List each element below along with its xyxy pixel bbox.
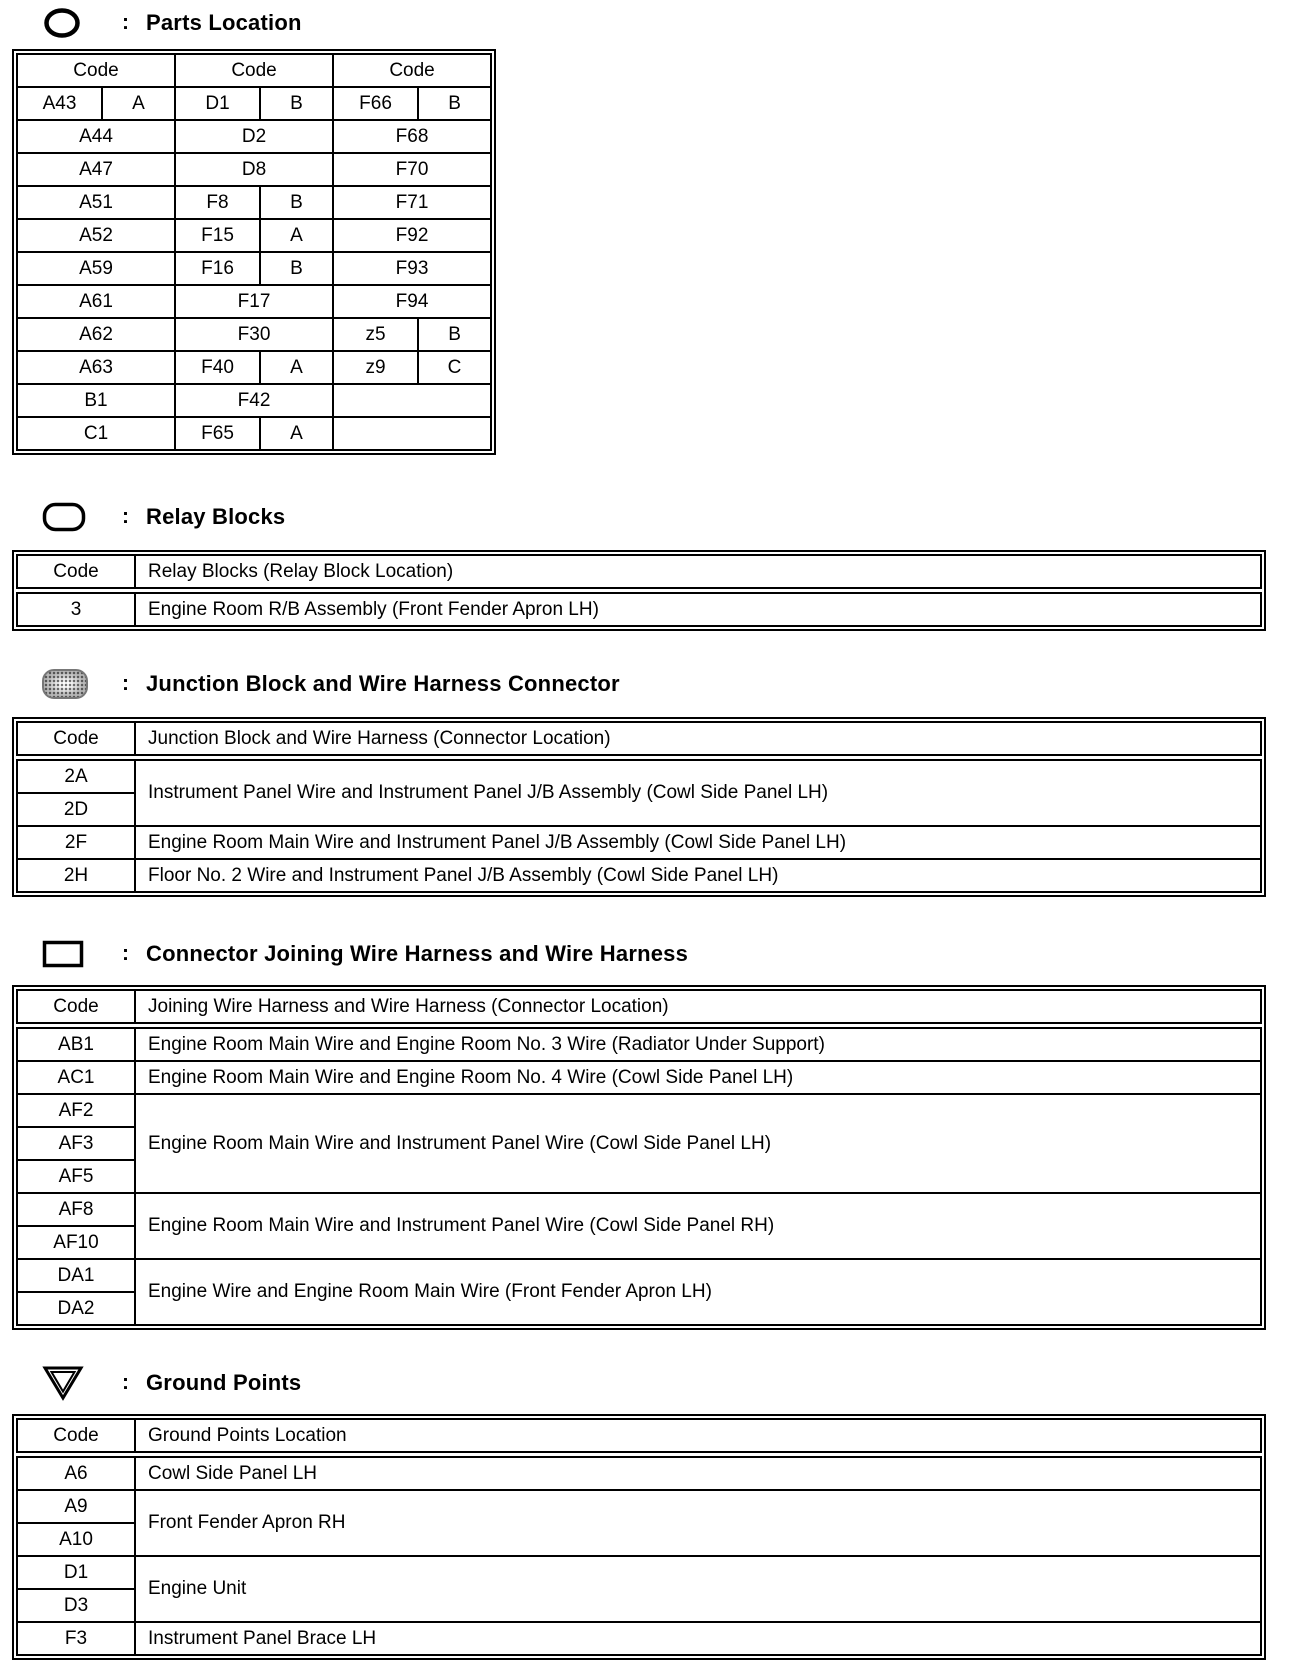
table-row (17, 1622, 1261, 1655)
column-header-location: Relay Blocks (Relay Block Location) (135, 555, 1261, 591)
column-header-code: Code (175, 54, 333, 87)
code-cell: F40 (175, 351, 260, 384)
section-title-relay-blocks: Relay Blocks (146, 504, 286, 529)
letter-cell: B (260, 87, 333, 120)
junction-block-table (12, 717, 1266, 897)
table-header-row (17, 1419, 1261, 1455)
code-cell: F15 (175, 219, 260, 252)
code-cell: C1 (17, 417, 175, 450)
colon: : (122, 1371, 129, 1394)
code-cell: z5 (333, 318, 418, 351)
parts-location-table (12, 49, 496, 455)
table-row (17, 219, 491, 252)
code-cell: D8 (175, 153, 333, 186)
code-cell: 3 (17, 591, 135, 627)
relay-blocks-table (12, 550, 1266, 631)
code-cell: A52 (17, 219, 175, 252)
table-row (17, 417, 491, 450)
description-cell: Engine Wire and Engine Room Main Wire (Front Fender Apron LH) (135, 1259, 1261, 1325)
code-cell: F17 (175, 285, 333, 318)
letter-cell: A (260, 417, 333, 450)
code-cell: F8 (175, 186, 260, 219)
code-cell: F92 (333, 219, 491, 252)
table-row (17, 1490, 1261, 1523)
description-cell: Instrument Panel Wire and Instrument Panel J/B Assembly (Cowl Side Panel LH) (135, 758, 1261, 827)
code-cell: D1 (17, 1556, 135, 1589)
letter-cell: B (418, 87, 491, 120)
section-title-connector-joining: Connector Joining Wire Harness and Wire Harness (146, 941, 689, 966)
letter-cell: B (418, 318, 491, 351)
code-cell: 2F (17, 826, 135, 859)
table-row (17, 87, 491, 120)
description-cell: Cowl Side Panel LH (135, 1455, 1261, 1491)
rectangle-icon (42, 940, 84, 968)
section-title-ground-points: Ground Points (146, 1370, 302, 1395)
empty-cell (333, 417, 491, 450)
code-cell: AC1 (17, 1061, 135, 1094)
code-cell: AF3 (17, 1127, 135, 1160)
table-row (17, 384, 491, 417)
colon: : (122, 942, 129, 965)
table-row (17, 186, 491, 219)
table-row (17, 591, 1261, 627)
code-cell: AB1 (17, 1026, 135, 1062)
code-cell: A47 (17, 153, 175, 186)
code-cell: B1 (17, 384, 175, 417)
code-cell: 2A (17, 758, 135, 794)
letter-cell: A (102, 87, 175, 120)
table-row (17, 1094, 1261, 1127)
code-cell: F66 (333, 87, 418, 120)
section-header-connector-joining (42, 937, 1300, 971)
letter-cell: A (260, 351, 333, 384)
icon-slot (42, 940, 122, 968)
section-title-parts-location: Parts Location (146, 10, 302, 35)
connector-joining-table (12, 985, 1266, 1330)
letter-cell: C (418, 351, 491, 384)
code-cell: F65 (175, 417, 260, 450)
table-row (17, 318, 491, 351)
code-cell: D1 (175, 87, 260, 120)
column-header-code: Code (333, 54, 491, 87)
description-cell: Engine Unit (135, 1556, 1261, 1622)
shaded-rounded-rect-icon (42, 669, 88, 699)
description-cell: Engine Room Main Wire and Instrument Panel J/B Assembly (Cowl Side Panel LH) (135, 826, 1261, 859)
table-row (17, 1061, 1261, 1094)
code-cell: F93 (333, 252, 491, 285)
code-cell: F68 (333, 120, 491, 153)
colon: : (122, 672, 129, 695)
table-row (17, 351, 491, 384)
description-cell: Engine Room Main Wire and Engine Room No. 3 Wire (Radiator Under Support) (135, 1026, 1261, 1062)
code-cell: AF2 (17, 1094, 135, 1127)
colon: : (122, 11, 129, 34)
section-header-relay-blocks (42, 500, 1300, 534)
table-header-row (17, 990, 1261, 1026)
code-cell: A6 (17, 1455, 135, 1491)
letter-cell: A (260, 219, 333, 252)
code-cell: F3 (17, 1622, 135, 1655)
description-cell: Engine Room Main Wire and Engine Room No. 4 Wire (Cowl Side Panel LH) (135, 1061, 1261, 1094)
code-cell: A63 (17, 351, 175, 384)
column-header-code: Code (17, 722, 135, 758)
column-header-location: Joining Wire Harness and Wire Harness (Connector Location) (135, 990, 1261, 1026)
table-header-row (17, 722, 1261, 758)
code-cell: F30 (175, 318, 333, 351)
column-header-code: Code (17, 1419, 135, 1455)
table-row (17, 120, 491, 153)
code-cell: 2D (17, 793, 135, 826)
column-header-code: Code (17, 990, 135, 1026)
letter-cell: B (260, 252, 333, 285)
description-cell: Front Fender Apron RH (135, 1490, 1261, 1556)
column-header-code: Code (17, 54, 175, 87)
ground-triangle-icon (42, 1365, 84, 1401)
section-header-ground-points (42, 1366, 1300, 1400)
table-row (17, 1193, 1261, 1226)
description-cell: Engine Room Main Wire and Instrument Panel Wire (Cowl Side Panel RH) (135, 1193, 1261, 1259)
code-cell: AF10 (17, 1226, 135, 1259)
colon: : (122, 505, 129, 528)
table-row (17, 826, 1261, 859)
code-cell: A9 (17, 1490, 135, 1523)
table-header-row (17, 555, 1261, 591)
code-cell: AF8 (17, 1193, 135, 1226)
table-row (17, 252, 491, 285)
table-row (17, 1455, 1261, 1491)
code-cell: A10 (17, 1523, 135, 1556)
code-cell: F71 (333, 186, 491, 219)
code-cell: A59 (17, 252, 175, 285)
circle-icon (42, 7, 82, 39)
description-cell: Engine Room Main Wire and Instrument Panel Wire (Cowl Side Panel LH) (135, 1094, 1261, 1193)
table-row (17, 1026, 1261, 1062)
icon-slot (42, 502, 122, 532)
section-title-junction-block: Junction Block and Wire Harness Connector (146, 671, 620, 696)
table-header-row (17, 54, 491, 87)
code-cell: A62 (17, 318, 175, 351)
code-cell: F42 (175, 384, 333, 417)
letter-cell: B (260, 186, 333, 219)
table-row (17, 1259, 1261, 1292)
code-cell: DA1 (17, 1259, 135, 1292)
table-row (17, 859, 1261, 892)
empty-cell (333, 384, 491, 417)
code-cell: z9 (333, 351, 418, 384)
table-row (17, 1556, 1261, 1589)
icon-slot (42, 1365, 122, 1401)
code-cell: 2H (17, 859, 135, 892)
icon-slot (42, 7, 122, 39)
code-cell: A61 (17, 285, 175, 318)
section-header-junction-block (42, 667, 1300, 701)
column-header-location: Junction Block and Wire Harness (Connector Location) (135, 722, 1261, 758)
code-cell: A43 (17, 87, 102, 120)
description-cell: Floor No. 2 Wire and Instrument Panel J/B Assembly (Cowl Side Panel LH) (135, 859, 1261, 892)
code-cell: A44 (17, 120, 175, 153)
table-row (17, 285, 491, 318)
column-header-location: Ground Points Location (135, 1419, 1261, 1455)
column-header-code: Code (17, 555, 135, 591)
description-cell: Instrument Panel Brace LH (135, 1622, 1261, 1655)
code-cell: F94 (333, 285, 491, 318)
code-cell: A51 (17, 186, 175, 219)
table-row (17, 758, 1261, 794)
stadium-icon (42, 502, 86, 532)
code-cell: D2 (175, 120, 333, 153)
code-cell: F70 (333, 153, 491, 186)
icon-slot (42, 669, 122, 699)
section-header-parts-location (42, 6, 1300, 40)
table-row (17, 153, 491, 186)
code-cell: AF5 (17, 1160, 135, 1193)
description-cell: Engine Room R/B Assembly (Front Fender Apron LH) (135, 591, 1261, 627)
ground-points-table (12, 1414, 1266, 1660)
code-cell: DA2 (17, 1292, 135, 1325)
code-cell: F16 (175, 252, 260, 285)
code-cell: D3 (17, 1589, 135, 1622)
